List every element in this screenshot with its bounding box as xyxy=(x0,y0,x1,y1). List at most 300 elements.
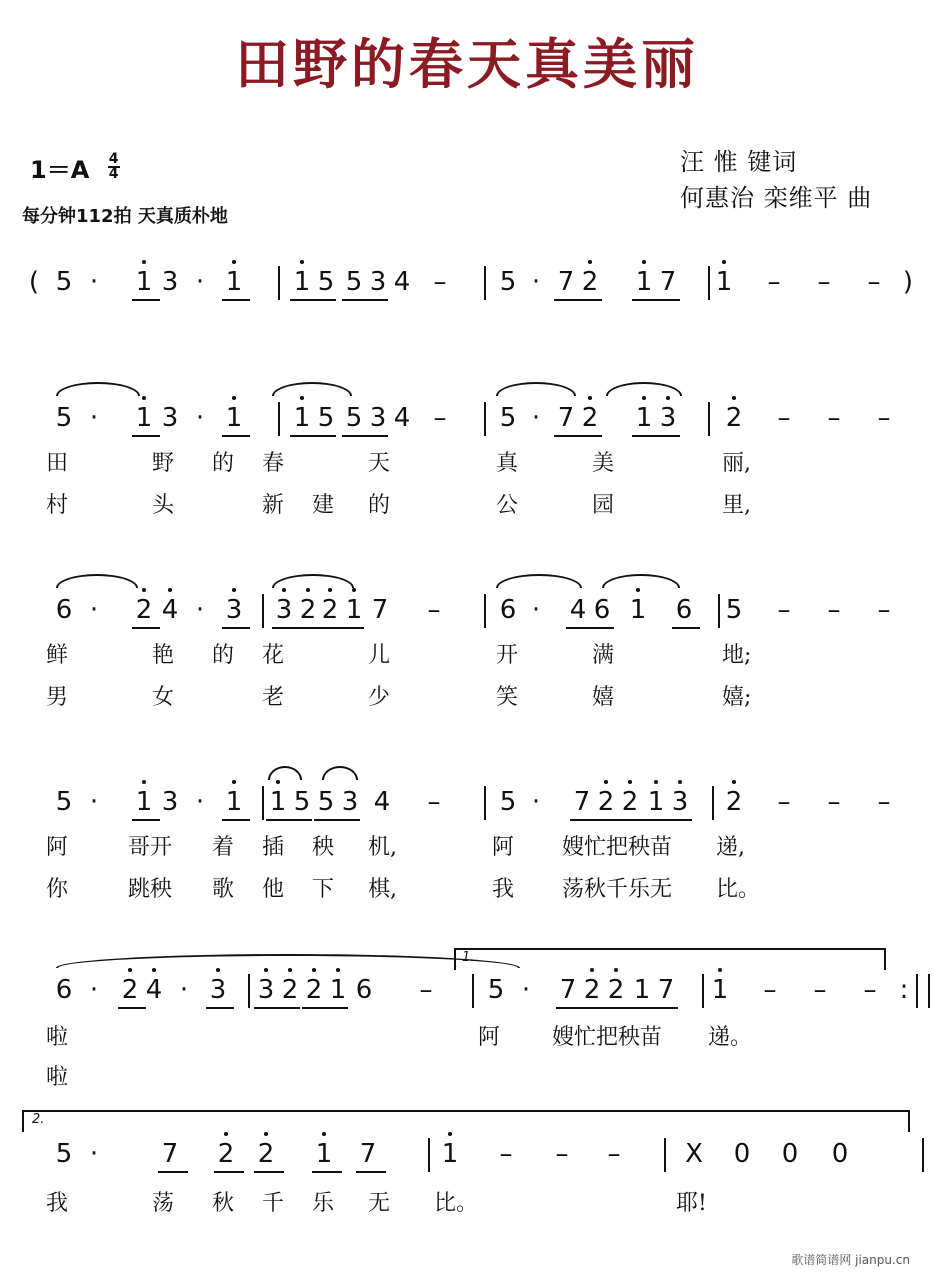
lyric-syllable: 秧 xyxy=(312,835,335,860)
note: 5 xyxy=(499,267,517,297)
volta-second-number: 2. xyxy=(32,1112,45,1127)
note: 1 xyxy=(329,975,347,1005)
note: 1 xyxy=(315,1139,333,1169)
note: 5 xyxy=(499,787,517,817)
lyric-syllable: 哥开 xyxy=(128,835,173,860)
lyric-syllable: 春 xyxy=(262,451,285,476)
lyric-syllable: 建 xyxy=(312,493,335,518)
lyric-line xyxy=(22,638,922,668)
note: 4 xyxy=(145,975,163,1005)
beam-line xyxy=(206,1007,234,1009)
octave-dot-high xyxy=(636,588,640,592)
lyric-syllable: 艳 xyxy=(152,643,175,668)
note: 5 xyxy=(345,267,363,297)
note: 7 xyxy=(557,267,575,297)
slur xyxy=(272,382,352,396)
beam-line xyxy=(632,435,680,437)
lyric-line xyxy=(22,1020,922,1050)
note: 1 xyxy=(715,267,733,297)
beam-line xyxy=(132,435,160,437)
note: 1 xyxy=(711,975,729,1005)
octave-dot-high xyxy=(300,396,304,400)
note: 2 xyxy=(581,267,599,297)
lyric-syllable: 我 xyxy=(46,1191,69,1216)
dash: – xyxy=(607,1139,621,1169)
lyric-syllable: 的 xyxy=(368,493,391,518)
watermark: 歌谱简谱网 jianpu.cn xyxy=(791,1253,910,1267)
slur xyxy=(272,574,354,588)
lyric-syllable: 新 xyxy=(262,493,285,518)
barline xyxy=(428,1138,430,1172)
lyric-syllable: 递。 xyxy=(708,1025,753,1050)
lyric-syllable: 阿 xyxy=(492,835,515,860)
dash: – xyxy=(777,403,791,433)
note: 1 xyxy=(225,267,243,297)
octave-dot-high xyxy=(448,1132,452,1136)
note: 1 xyxy=(225,787,243,817)
octave-dot-high xyxy=(666,396,670,400)
note: · xyxy=(531,595,541,625)
octave-dot-high xyxy=(678,780,682,784)
note: · xyxy=(531,267,541,297)
barline xyxy=(484,594,486,628)
dash: – xyxy=(433,403,447,433)
note: 2 xyxy=(321,595,339,625)
lyric-syllable: 歌 xyxy=(212,877,235,902)
beam-line xyxy=(672,627,700,629)
slur xyxy=(496,382,576,396)
lyric-syllable: 你 xyxy=(46,877,69,902)
note: 3 xyxy=(225,595,243,625)
note: 3 xyxy=(659,403,677,433)
octave-dot-high xyxy=(264,968,268,972)
notation-row xyxy=(22,590,922,638)
lyric-line xyxy=(22,446,922,476)
note: 1 xyxy=(269,787,287,817)
note: X xyxy=(685,1139,703,1169)
octave-dot-high xyxy=(722,260,726,264)
barline xyxy=(916,974,918,1008)
barline xyxy=(702,974,704,1008)
slur xyxy=(606,382,682,396)
note: · xyxy=(89,1139,99,1169)
lyric-syllable: 里, xyxy=(722,493,751,518)
octave-dot-high xyxy=(732,780,736,784)
beam-line xyxy=(314,819,360,821)
note: 5 xyxy=(317,403,335,433)
dash: – xyxy=(813,975,827,1005)
barline xyxy=(262,594,264,628)
octave-dot-high xyxy=(352,588,356,592)
lyric-syllable: 着 xyxy=(212,835,235,860)
lyric-syllable: 村 xyxy=(46,493,69,518)
lyric-syllable: 地; xyxy=(722,643,752,668)
notation-row xyxy=(22,782,922,830)
barline xyxy=(712,786,714,820)
lyric-syllable: 天 xyxy=(368,451,391,476)
time-signature xyxy=(108,153,120,181)
note: 0 xyxy=(831,1139,849,1169)
beam-line xyxy=(266,819,312,821)
lyric-line xyxy=(22,680,922,710)
beam-line xyxy=(132,299,160,301)
lyric-syllable: 真 xyxy=(496,451,519,476)
note: · xyxy=(531,403,541,433)
note: 6 xyxy=(499,595,517,625)
dash: – xyxy=(777,595,791,625)
lyric-syllable: 荡 xyxy=(152,1191,175,1216)
note: 1 xyxy=(635,267,653,297)
octave-dot-high xyxy=(306,588,310,592)
octave-dot-high xyxy=(604,780,608,784)
notation-row xyxy=(22,1134,922,1182)
octave-dot-high xyxy=(142,260,146,264)
lyric-syllable: 下 xyxy=(312,877,335,902)
note: 1 xyxy=(441,1139,459,1169)
beam-line xyxy=(356,1171,386,1173)
dash: – xyxy=(777,787,791,817)
dash: – xyxy=(499,1139,513,1169)
composer-credit: 何惠治 栾维平 曲 xyxy=(680,184,873,212)
note: ) xyxy=(902,267,914,297)
note: 5 xyxy=(55,1139,73,1169)
octave-dot-high xyxy=(264,1132,268,1136)
note: · xyxy=(531,787,541,817)
note: · xyxy=(89,787,99,817)
lyric-syllable: 比。 xyxy=(716,877,761,902)
lyric-syllable: 千 xyxy=(262,1191,285,1216)
note: 2 xyxy=(305,975,323,1005)
time-sig-bottom: 4 xyxy=(108,166,119,182)
note: 1 xyxy=(647,787,665,817)
note: 1 xyxy=(633,975,651,1005)
octave-dot-high xyxy=(282,588,286,592)
note: 5 xyxy=(345,403,363,433)
slur xyxy=(322,766,358,780)
beam-line xyxy=(312,1171,342,1173)
barline xyxy=(922,1138,924,1172)
barline xyxy=(472,974,474,1008)
note: 3 xyxy=(369,403,387,433)
dash: – xyxy=(867,267,881,297)
note: 7 xyxy=(371,595,389,625)
lyric-syllable: 荡秋千乐无 xyxy=(562,877,673,902)
beam-line xyxy=(556,1007,604,1009)
song-title: 田野的春天真美丽 xyxy=(235,32,699,96)
note: 5 xyxy=(317,787,335,817)
lyric-syllable: 嬉 xyxy=(592,685,615,710)
note: 7 xyxy=(359,1139,377,1169)
lyric-syllable: 头 xyxy=(152,493,175,518)
note: 4 xyxy=(569,595,587,625)
note: 3 xyxy=(275,595,293,625)
lyric-syllable: 的 xyxy=(212,643,235,668)
note: 6 xyxy=(355,975,373,1005)
note: 3 xyxy=(671,787,689,817)
octave-dot-high xyxy=(300,260,304,264)
lyric-syllable: 嫂忙把秧苗 xyxy=(562,835,673,860)
lyric-syllable: 跳秧 xyxy=(128,877,173,902)
octave-dot-high xyxy=(328,588,332,592)
note: 0 xyxy=(733,1139,751,1169)
octave-dot-high xyxy=(322,1132,326,1136)
barline xyxy=(278,402,280,436)
barline xyxy=(718,594,720,628)
note: 6 xyxy=(55,975,73,1005)
octave-dot-high xyxy=(642,260,646,264)
note: 3 xyxy=(161,403,179,433)
note: · xyxy=(521,975,531,1005)
note: 2 xyxy=(217,1139,235,1169)
note: 5 xyxy=(725,595,743,625)
dash: – xyxy=(427,595,441,625)
lyricist-credit: 汪 惟 键词 xyxy=(680,148,798,176)
lyric-syllable: 公 xyxy=(496,493,519,518)
volta-second-ending xyxy=(22,1110,910,1132)
beam-line xyxy=(222,435,250,437)
octave-dot-high xyxy=(588,396,592,400)
lyric-line xyxy=(22,872,922,902)
volta-first-number: 1. xyxy=(462,950,475,965)
beam-line xyxy=(254,1007,300,1009)
octave-dot-high xyxy=(216,968,220,972)
barline xyxy=(708,402,710,436)
note: 2 xyxy=(725,403,743,433)
note: 3 xyxy=(369,267,387,297)
dash: – xyxy=(877,787,891,817)
note: 2 xyxy=(725,787,743,817)
barline xyxy=(248,974,250,1008)
lyric-syllable: 插 xyxy=(262,835,285,860)
dash: – xyxy=(427,787,441,817)
beam-line xyxy=(222,299,250,301)
lyric-syllable: 棋, xyxy=(368,877,397,902)
lyric-syllable: 阿 xyxy=(46,835,69,860)
beam-line xyxy=(254,1171,284,1173)
dash: – xyxy=(827,403,841,433)
dash: – xyxy=(827,595,841,625)
octave-dot-high xyxy=(232,588,236,592)
lyric-line xyxy=(22,488,922,518)
lyric-syllable: 啦 xyxy=(46,1065,69,1090)
beam-line xyxy=(318,627,364,629)
beam-line xyxy=(570,819,618,821)
lyric-syllable: 花 xyxy=(262,643,285,668)
tempo-marking: 每分钟112拍 天真质朴地 xyxy=(22,206,228,227)
beam-line xyxy=(302,1007,348,1009)
note: 2 xyxy=(621,787,639,817)
dash: – xyxy=(763,975,777,1005)
lyric-syllable: 儿 xyxy=(368,643,391,668)
note: · xyxy=(195,787,205,817)
note: 7 xyxy=(559,975,577,1005)
note: ( xyxy=(28,267,40,297)
octave-dot-high xyxy=(232,396,236,400)
note: 1 xyxy=(135,403,153,433)
beam-line xyxy=(630,1007,678,1009)
note: 7 xyxy=(659,267,677,297)
octave-dot-high xyxy=(312,968,316,972)
lyric-syllable: 笑 xyxy=(496,685,519,710)
octave-dot-high xyxy=(142,588,146,592)
note: 2 xyxy=(299,595,317,625)
note: 2 xyxy=(135,595,153,625)
beam-line xyxy=(644,819,692,821)
lyric-syllable: 老 xyxy=(262,685,285,710)
beam-line xyxy=(632,299,680,301)
lyric-syllable: 递, xyxy=(716,835,745,860)
beam-line xyxy=(290,435,336,437)
lyric-syllable: 开 xyxy=(496,643,519,668)
octave-dot-high xyxy=(142,396,146,400)
barline xyxy=(278,266,280,300)
lyric-line xyxy=(22,1060,922,1090)
note: 2 xyxy=(607,975,625,1005)
dash: – xyxy=(817,267,831,297)
beam-line xyxy=(118,1007,146,1009)
note: 3 xyxy=(161,787,179,817)
barline xyxy=(484,786,486,820)
lyric-syllable: 园 xyxy=(592,493,615,518)
note: 2 xyxy=(257,1139,275,1169)
beam-line xyxy=(554,299,602,301)
note: 4 xyxy=(393,267,411,297)
beam-line xyxy=(132,627,160,629)
key-signature xyxy=(30,150,120,185)
lyric-syllable: 他 xyxy=(262,877,285,902)
lyric-syllable: 丽, xyxy=(722,451,751,476)
lyric-line xyxy=(22,1186,922,1216)
lyric-syllable: 比。 xyxy=(434,1191,479,1216)
octave-dot-high xyxy=(232,780,236,784)
volta-first-ending xyxy=(454,948,886,970)
octave-dot-high xyxy=(168,588,172,592)
beam-line xyxy=(342,299,388,301)
barline xyxy=(262,786,264,820)
dash: – xyxy=(863,975,877,1005)
lyric-line xyxy=(22,830,922,860)
note: 5 xyxy=(55,787,73,817)
note: 2 xyxy=(583,975,601,1005)
note: 2 xyxy=(597,787,615,817)
lyric-syllable: 野 xyxy=(152,451,175,476)
lyric-syllable: 美 xyxy=(592,451,615,476)
lyric-syllable: 满 xyxy=(592,643,615,668)
note: 1 xyxy=(135,267,153,297)
note: 5 xyxy=(293,787,311,817)
note: 1 xyxy=(629,595,647,625)
note: 1 xyxy=(225,403,243,433)
lyric-syllable: 耶! xyxy=(676,1191,707,1216)
barline xyxy=(484,402,486,436)
beam-line xyxy=(132,819,160,821)
note: 5 xyxy=(55,267,73,297)
octave-dot-high xyxy=(642,396,646,400)
note: 3 xyxy=(209,975,227,1005)
octave-dot-high xyxy=(276,780,280,784)
note: · xyxy=(195,403,205,433)
note: 2 xyxy=(581,403,599,433)
note: : xyxy=(899,975,909,1005)
barline xyxy=(708,266,710,300)
note: 5 xyxy=(499,403,517,433)
dash: – xyxy=(827,787,841,817)
lyric-syllable: 我 xyxy=(492,877,515,902)
octave-dot-high xyxy=(336,968,340,972)
beam-line xyxy=(554,435,602,437)
notation-row xyxy=(22,262,922,310)
dash: – xyxy=(767,267,781,297)
lyric-syllable: 秋 xyxy=(212,1191,235,1216)
dash: – xyxy=(877,403,891,433)
slur xyxy=(268,766,302,780)
lyric-syllable: 田 xyxy=(46,451,69,476)
notation-row xyxy=(22,970,922,1018)
octave-dot-high xyxy=(588,260,592,264)
slur xyxy=(602,574,680,588)
note: 3 xyxy=(341,787,359,817)
octave-dot-high xyxy=(142,780,146,784)
note: 6 xyxy=(55,595,73,625)
lyric-syllable: 少 xyxy=(368,685,391,710)
lyric-syllable: 无 xyxy=(368,1191,391,1216)
beam-line xyxy=(272,627,318,629)
note: 7 xyxy=(573,787,591,817)
lyric-syllable: 鲜 xyxy=(46,643,69,668)
octave-dot-high xyxy=(654,780,658,784)
lyric-syllable: 啦 xyxy=(46,1025,69,1050)
slur xyxy=(56,954,520,968)
lyric-syllable: 阿 xyxy=(478,1025,501,1050)
beam-line xyxy=(222,627,250,629)
note: 1 xyxy=(293,267,311,297)
barline xyxy=(484,266,486,300)
dash: – xyxy=(433,267,447,297)
note: 4 xyxy=(373,787,391,817)
note: 5 xyxy=(55,403,73,433)
note: 1 xyxy=(635,403,653,433)
note: · xyxy=(179,975,189,1005)
note: 0 xyxy=(781,1139,799,1169)
note: 7 xyxy=(657,975,675,1005)
note: 1 xyxy=(135,787,153,817)
octave-dot-high xyxy=(232,260,236,264)
beam-line xyxy=(342,435,388,437)
beam-line xyxy=(222,819,250,821)
note: · xyxy=(89,595,99,625)
beam-line xyxy=(158,1171,188,1173)
beam-line xyxy=(214,1171,244,1173)
note: 3 xyxy=(161,267,179,297)
notation-row xyxy=(22,398,922,446)
note: 3 xyxy=(257,975,275,1005)
slur xyxy=(56,574,138,588)
note: · xyxy=(89,975,99,1005)
key-label: 1＝A xyxy=(30,156,90,184)
time-sig-top: 4 xyxy=(108,151,119,167)
lyric-syllable: 女 xyxy=(152,685,175,710)
dash: – xyxy=(555,1139,569,1169)
dash: – xyxy=(419,975,433,1005)
note: 4 xyxy=(393,403,411,433)
octave-dot-high xyxy=(288,968,292,972)
note: 6 xyxy=(593,595,611,625)
slur xyxy=(56,382,140,396)
octave-dot-high xyxy=(152,968,156,972)
lyric-syllable: 乐 xyxy=(312,1191,335,1216)
note: 7 xyxy=(161,1139,179,1169)
note: 2 xyxy=(281,975,299,1005)
